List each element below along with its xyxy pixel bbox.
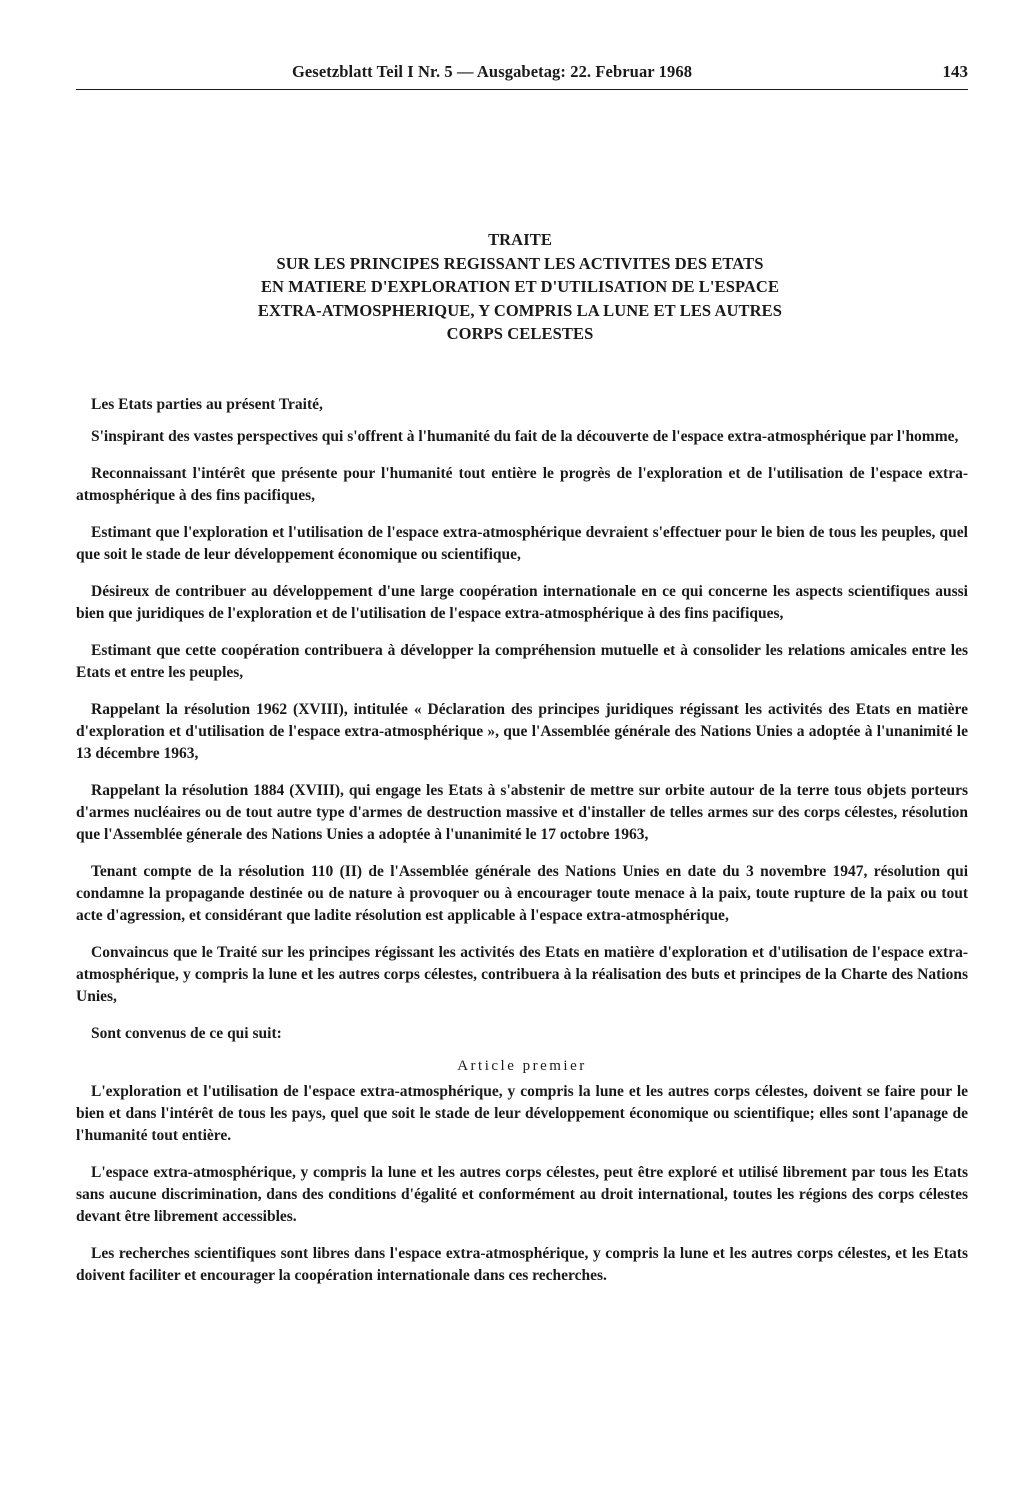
preamble-paragraph: Sont convenus de ce qui suit: xyxy=(91,1025,282,1042)
running-head xyxy=(76,62,968,84)
treaty-title xyxy=(160,228,880,346)
article-paragraph: Les recherches scientifiques sont libres dans l'espace extra-atmosphérique, y compris la lune et les autres corps célestes, et les Etats doivent faciliter et encourager la coopération internationale dans ces recherches. xyxy=(76,1245,968,1284)
preamble-paragraph: Rappelant la résolution 1884 (XVIII), qui engage les Etats à s'abstenir de mettre sur orbite autour de la terre tous objets porteurs d'armes nucléaires ou de tout autre type d'armes de destruction massive et d'installer de telles armes sur des corps célestes, résolution que l'Assemblée génerale des Nations Unies a adoptée à l'unanimité le 17 octobre 1963, xyxy=(76,782,968,843)
preamble-paragraph: Tenant compte de la résolution 110 (II) de l'Assemblée générale des Nations Unies en date du 3 novembre 1947, résolution qui condamne la propagande destinée ou de nature à provoquer ou à encourager toute menace à la paix, toute rupture de la paix ou tout acte d'agression, et considérant que ladite résolution est applicable à l'espace extra-atmosphérique, xyxy=(76,863,968,924)
body-text xyxy=(76,394,968,1302)
preamble-paragraph: Reconnaissant l'intérêt que présente pour l'humanité tout entière le progrès de l'exploration et de l'utilisation de l'espace extra-atmosphérique à des fins pacifiques, xyxy=(76,465,968,504)
title-line: EXTRA-ATMOSPHERIQUE, Y COMPRIS LA LUNE ET LES AUTRES xyxy=(257,300,783,320)
preamble-paragraph: Estimant que l'exploration et l'utilisation de l'espace extra-atmosphérique devraient s'effectuer pour le bien de tous les peuples, quel que soit le stade de leur développement économique ou scientifique, xyxy=(76,524,968,563)
preamble-paragraph: Rappelant la résolution 1962 (XVIII), intitulée « Déclaration des principes juridiques régissant les activités des Etats en matière d'exploration et d'utilisation de l'espace extra-atmosphérique », que l'Assemblée générale des Nations Unies a adoptée à l'unanimité le 13 décembre 1963, xyxy=(76,701,968,762)
page-number: 143 xyxy=(942,62,968,81)
article-paragraph: L'espace extra-atmosphérique, y compris la lune et les autres corps célestes, peut être exploré et utilisé librement par tous les Etats sans aucune discrimination, dans des conditions d'égalité et conformément au droit international, toutes les régions des corps célestes devant être librement accessibles. xyxy=(76,1164,968,1225)
title-line: TRAITE xyxy=(488,230,552,249)
article-heading: Article premier xyxy=(457,1058,587,1074)
title-line: SUR LES PRINCIPES REGISSANT LES ACTIVITES DES ETATS xyxy=(276,253,764,273)
title-line: EN MATIERE D'EXPLORATION ET D'UTILISATION DE L'ESPACE xyxy=(260,277,780,296)
running-title: Gesetzblatt Teil I Nr. 5 — Ausgabetag: 22. Februar 1968 xyxy=(291,62,693,81)
header-rule xyxy=(76,89,968,90)
title-line: CORPS CELESTES xyxy=(446,324,594,343)
article-paragraph: L'exploration et l'utilisation de l'espace extra-atmosphérique, y compris la lune et les autres corps célestes, doivent se faire pour le bien et dans l'intérêt de tous les pays, quel que soit le stade de leur développement économique ou scientifique; elles sont l'apanage de l'humanité tout entière. xyxy=(76,1083,968,1144)
preamble-paragraph: Convaincus que le Traité sur les principes régissant les activités des Etats en matière d'exploration et d'utilisation de l'espace extra-atmosphérique, y compris la lune et les autres corps célestes, contribuera à la réalisation des buts et principes de la Charte des Nations Unies, xyxy=(76,944,968,1005)
preamble-paragraph: Désireux de contribuer au développement d'une large coopération internationale en ce qui concerne les aspects scientifiques aussi bien que juridiques de l'exploration et de l'utilisation de l'espace extra-atmosphérique à des fins pacifiques, xyxy=(76,583,968,622)
preamble-paragraph: Estimant que cette coopération contribuera à développer la compréhension mutuelle et à consolider les relations amicales entre les Etats et entre les peuples, xyxy=(76,642,968,681)
preamble-paragraph: S'inspirant des vastes perspectives qui s'offrent à l'humanité du fait de la découverte de l'espace extra-atmosphérique par l'homme, xyxy=(91,428,959,445)
preamble-paragraph: Les Etats parties au présent Traité, xyxy=(91,396,323,413)
